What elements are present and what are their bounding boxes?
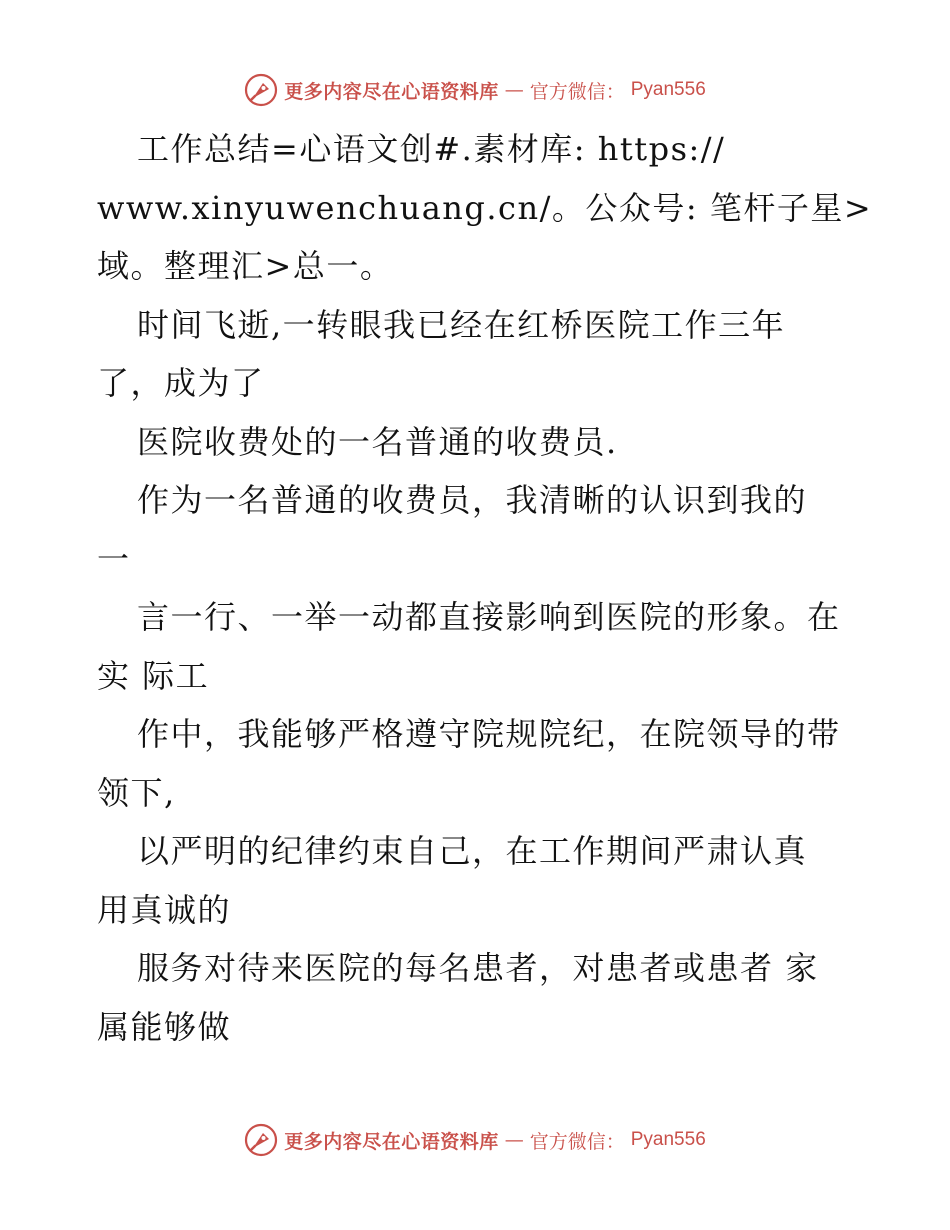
pen-nib-logo-icon (244, 1123, 278, 1157)
text-line: 领下, (97, 773, 176, 812)
text-line: 工作总结=心语文创#.素材库: https:// (137, 130, 726, 168)
text-line: 医院收费处的一名普通的收费员. (137, 422, 618, 461)
text-line: 以严明的纪律约束自己，在工作期间严肃认真 (137, 832, 808, 870)
text-line: 属能够做 (97, 1007, 232, 1046)
text-line: 言一行、一举一动都直接影响到医院的形象。在 (137, 598, 841, 636)
banner-wechat-label: 官方微信： (529, 80, 625, 103)
banner-dash: — (504, 1129, 524, 1151)
banner-main-text: 更多内容尽在心语资料库 (284, 80, 499, 103)
text-line: 服务对待来医院的每名患者，对患者或患者 家 (137, 949, 819, 987)
text-line: 用真诚的 (97, 890, 232, 929)
document-body (97, 120, 873, 1056)
text-line: 作中，我能够严格遵守院规院纪，在院领导的带 (137, 715, 841, 753)
text-line: 作为一名普通的收费员，我清晰的认识到我的 (137, 481, 808, 519)
text-line: 时间飞逝,一转眼我已经在红桥医院工作三年 (137, 305, 786, 344)
text-line: 实 际工 (97, 656, 210, 695)
text-line: 一 (97, 539, 131, 578)
text-line: www.xinyuwenchuang.cn/。公众号: 笔杆子星> (97, 188, 873, 227)
banner-wechat-id: Pyan556 (630, 79, 706, 100)
footer-banner (0, 1120, 950, 1160)
pen-nib-logo-icon (244, 73, 278, 107)
banner-wechat-id: Pyan556 (630, 1129, 706, 1150)
text-line: 域。整理汇>总一。 (97, 247, 394, 285)
banner-dash: — (504, 79, 524, 101)
header-banner (0, 70, 950, 110)
banner-wechat-label: 官方微信： (529, 1130, 625, 1153)
banner-main-text: 更多内容尽在心语资料库 (284, 1130, 499, 1153)
text-line: 了，成为了 (97, 364, 265, 402)
